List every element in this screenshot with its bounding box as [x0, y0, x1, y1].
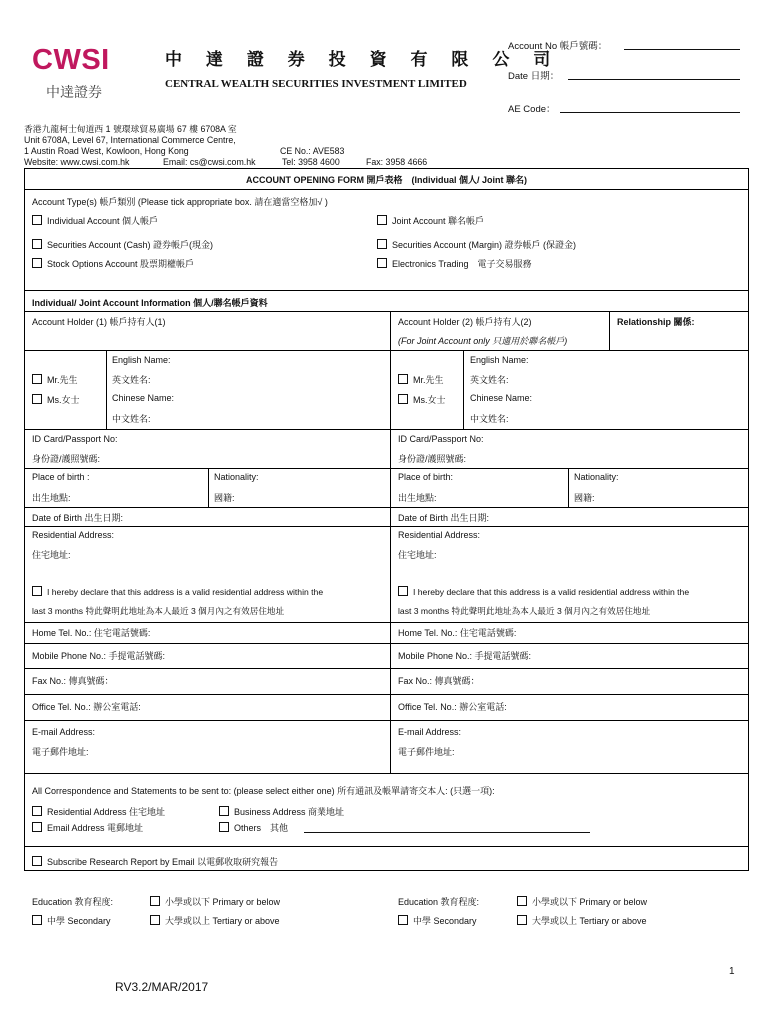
holder-2-edu-secondary-option[interactable] [398, 914, 477, 927]
holder-2-ms-checkbox[interactable] [398, 394, 408, 404]
version-label: RV3.2/MAR/2017 [115, 980, 209, 994]
stock-options-label: Stock Options Account 股票期權帳戶 [47, 259, 195, 269]
holder-2-home-tel-label: Home Tel. No.: 住宅電話號碼: [398, 628, 517, 638]
holder-2-ms-option[interactable] [398, 393, 446, 406]
holder-1-residential-cn: 住宅地址: [32, 550, 71, 560]
holder-2-mobile-label: Mobile Phone No.: 手提電話號碼: [398, 651, 532, 661]
securities-cash-label: Securities Account (Cash) 證券帳戶(現金) [47, 240, 214, 250]
date-field[interactable] [568, 68, 740, 80]
holder-1-fax-label: Fax No.: 傳真號碼： [32, 676, 114, 686]
individual-account-label: Individual Account 個人帳戶 [47, 216, 159, 226]
holder-1-home-tel-label: Home Tel. No.: 住宅電話號碼: [32, 628, 151, 638]
company-name-english: CENTRAL WEALTH SECURITIES INVESTMENT LIMITED [165, 78, 467, 90]
holder-2-edu-tertiary-checkbox[interactable] [517, 915, 527, 925]
company-name-chinese: 中 達 證 券 投 資 有 限 公 司 [165, 50, 560, 70]
holder-2-english-name-cn: 英文姓名: [470, 375, 509, 385]
contact-tel: Tel: 3958 4600 [282, 157, 340, 167]
holder-2-english-name-label: English Name: [470, 355, 529, 365]
holder-1-edu-primary-option[interactable] [150, 895, 280, 908]
holder-1-mr-checkbox[interactable] [32, 374, 42, 384]
holder-1-english-name-cn: 英文姓名: [112, 375, 151, 385]
ae-code-field[interactable] [560, 101, 740, 113]
holder-1-mr-option[interactable] [32, 373, 78, 386]
holder-1-edu-secondary-option[interactable] [32, 914, 111, 927]
holder-2-edu-primary-label: 小學或以下 Primary or below [532, 897, 648, 907]
securities-margin-checkbox[interactable] [377, 239, 387, 249]
holder-2-office-tel-label: Office Tel. No.: 辦公室電話: [398, 702, 507, 712]
holder-1-edu-secondary-checkbox[interactable] [32, 915, 42, 925]
holder-2-email-cn: 電子郵件地址: [398, 747, 455, 757]
holder-1-id-cn: 身份證/護照號碼: [32, 454, 101, 464]
holder-2-fax-label: Fax No.: 傳真號碼： [398, 676, 480, 686]
contact-email: Email: cs@cwsi.com.hk [163, 157, 256, 167]
subscribe-label: Subscribe Research Report by Email 以電郵收取研究報告 [47, 857, 279, 867]
correspondence-heading: All Correspondence and Statements to be sent to: (please select either one) 所有通訊及帳單請寄交本人: (只選一項): [32, 786, 495, 796]
holder-2-edu-tertiary-label: 大學或以上 Tertiary or above [532, 916, 647, 926]
joint-account-option[interactable] [377, 214, 484, 227]
corr-email-option[interactable] [32, 821, 143, 834]
website: Website: www.cwsi.com.hk [24, 157, 130, 167]
holder-2-id-label: ID Card/Passport No: [398, 434, 484, 444]
stock-options-option[interactable] [32, 257, 194, 270]
holder-2-chinese-name-cn: 中文姓名: [470, 414, 509, 424]
holder-1-residential-label: Residential Address: [32, 530, 115, 540]
subscribe-checkbox[interactable] [32, 856, 42, 866]
holder-1-nationality-label: Nationality: [214, 472, 259, 482]
date-label: Date 日期： [508, 71, 560, 82]
address-chinese: 香港九龍柯士甸道西 1 號環球貿易廣場 67 樓 6708A 室 [24, 124, 237, 134]
holder-2-nationality-label: Nationality: [574, 472, 619, 482]
account-info-heading: Individual/ Joint Account Information 個人/聯名帳戶資料 [32, 298, 268, 308]
holder-1-mobile-label: Mobile Phone No.: 手提電話號碼: [32, 651, 166, 661]
holder-1-chinese-name-label: Chinese Name: [112, 393, 175, 403]
holder-2-edu-primary-option[interactable] [517, 895, 647, 908]
address-line-2: 1 Austin Road West, Kowloon, Hong Kong [24, 146, 189, 156]
holder-1-declare-text: I hereby declare that this address is a valid residential address within the [47, 587, 324, 597]
ce-number: CE No.: AVE583 [280, 146, 345, 156]
holder-1-declare-checkbox[interactable] [32, 586, 42, 596]
corr-residential-checkbox[interactable] [32, 806, 42, 816]
holder-2-residential-label: Residential Address: [398, 530, 481, 540]
address-line-1: Unit 6708A, Level 67, International Commerce Centre, [24, 135, 236, 145]
holder-1-birthplace-cn: 出生地點: [32, 493, 71, 503]
holder-1-heading: Account Holder (1) 帳戶持有人(1) [32, 317, 166, 327]
account-no-field[interactable] [624, 38, 740, 50]
corr-others-option[interactable] [219, 821, 288, 834]
holder-2-birthplace-label: Place of birth: [398, 472, 454, 482]
stock-options-checkbox[interactable] [32, 258, 42, 268]
holder-1-edu-tertiary-label: 大學或以上 Tertiary or above [165, 916, 280, 926]
holder-1-edu-secondary-label: 中學 Secondary [47, 916, 111, 926]
company-logo-chinese: 中達證券 [46, 85, 102, 101]
corr-email-checkbox[interactable] [32, 822, 42, 832]
holder-2-note: (For Joint Account only 只適用於聯名帳戶) [398, 336, 568, 346]
page-number: 1 [729, 966, 735, 977]
holder-1-declare-option[interactable] [32, 586, 323, 597]
holder-1-mr-label: Mr.先生 [47, 375, 78, 385]
securities-cash-checkbox[interactable] [32, 239, 42, 249]
holder-2-education-label: Education 教育程度: [398, 897, 480, 907]
corr-others-field[interactable] [304, 822, 590, 833]
individual-account-option[interactable] [32, 214, 158, 227]
holder-1-ms-label: Ms.女士 [47, 395, 80, 405]
holder-2-declare-text: I hereby declare that this address is a valid residential address within the [413, 587, 690, 597]
holder-2-chinese-name-label: Chinese Name: [470, 393, 533, 403]
electronic-trading-checkbox[interactable] [377, 258, 387, 268]
holder-1-dob-label: Date of Birth 出生日期: [32, 513, 124, 523]
account-type-heading: Account Type(s) 帳戶類別 (Please tick appropriate box. 請在適當空格加√ ) [32, 197, 328, 207]
holder-2-id-cn: 身份證/護照號碼: [398, 454, 467, 464]
holder-2-declare-text-2: last 3 months 特此聲明此地址為本人最近 3 個月內之有效居住地址 [398, 606, 651, 616]
holder-2-residential-cn: 住宅地址: [398, 550, 437, 560]
corr-business-option[interactable] [219, 805, 344, 818]
holder-1-id-label: ID Card/Passport No: [32, 434, 118, 444]
holder-2-declare-option[interactable] [398, 586, 689, 597]
holder-1-email-cn: 電子郵件地址: [32, 747, 89, 757]
holder-1-ms-checkbox[interactable] [32, 394, 42, 404]
holder-1-nationality-cn: 國籍: [214, 493, 235, 503]
corr-residential-option[interactable] [32, 805, 165, 818]
corr-email-label: Email Address 電郵地址 [47, 823, 144, 833]
holder-1-ms-option[interactable] [32, 393, 80, 406]
holder-1-email-label: E-mail Address: [32, 727, 96, 737]
securities-cash-option[interactable] [32, 238, 213, 251]
securities-margin-label: Securities Account (Margin) 證券帳戶 (保證金) [392, 240, 577, 250]
holder-2-mr-option[interactable] [398, 373, 444, 386]
subscribe-option[interactable] [32, 855, 278, 868]
corr-others-label: Others 其他 [234, 823, 289, 833]
electronic-trading-option[interactable] [377, 257, 532, 270]
electronic-trading-label: Electronics Trading 電子交易服務 [392, 259, 532, 269]
holder-2-birthplace-cn: 出生地點: [398, 493, 437, 503]
securities-margin-option[interactable] [377, 238, 576, 251]
holder-2-heading: Account Holder (2) 帳戶持有人(2) [398, 317, 532, 327]
holder-2-ms-label: Ms.女士 [413, 395, 446, 405]
holder-1-edu-primary-checkbox[interactable] [150, 896, 160, 906]
holder-1-office-tel-label: Office Tel. No.: 辦公室電話: [32, 702, 141, 712]
holder-1-edu-tertiary-checkbox[interactable] [150, 915, 160, 925]
holder-1-edu-tertiary-option[interactable] [150, 914, 280, 927]
relationship-label: Relationship 關係: [617, 317, 695, 327]
holder-1-education-label: Education 教育程度: [32, 897, 114, 907]
joint-account-checkbox[interactable] [377, 215, 387, 225]
individual-account-checkbox[interactable] [32, 215, 42, 225]
holder-2-edu-secondary-checkbox[interactable] [398, 915, 408, 925]
holder-2-nationality-cn: 國籍: [574, 493, 595, 503]
company-logo: CWSI [32, 44, 110, 76]
holder-2-dob-label: Date of Birth 出生日期: [398, 513, 490, 523]
holder-2-mr-checkbox[interactable] [398, 374, 408, 384]
ae-code-label: AE Code： [508, 104, 556, 115]
holder-1-chinese-name-cn: 中文姓名: [112, 414, 151, 424]
holder-1-english-name-label: English Name: [112, 355, 171, 365]
holder-2-edu-tertiary-option[interactable] [517, 914, 647, 927]
holder-2-mr-label: Mr.先生 [413, 375, 444, 385]
holder-2-edu-primary-checkbox[interactable] [517, 896, 527, 906]
joint-account-label: Joint Account 聯名帳戶 [392, 216, 485, 226]
holder-1-edu-primary-label: 小學或以下 Primary or below [165, 897, 281, 907]
corr-others-checkbox[interactable] [219, 822, 229, 832]
holder-1-declare-text-2: last 3 months 特此聲明此地址為本人最近 3 個月內之有效居住地址 [32, 606, 285, 616]
corr-residential-label: Residential Address 住宅地址 [47, 807, 166, 817]
holder-1-birthplace-label: Place of birth : [32, 472, 90, 482]
holder-2-declare-checkbox[interactable] [398, 586, 408, 596]
holder-2-edu-secondary-label: 中學 Secondary [413, 916, 477, 926]
holder-2-email-label: E-mail Address: [398, 727, 462, 737]
form-title: ACCOUNT OPENING FORM 開戶表格 (Individual 個人/ Joint 聯名) [246, 175, 527, 185]
corr-business-label: Business Address 商業地址 [234, 807, 345, 817]
corr-business-checkbox[interactable] [219, 806, 229, 816]
account-no-label: Account No 帳戶號碼： [508, 41, 608, 52]
contact-fax: Fax: 3958 4666 [366, 157, 428, 167]
